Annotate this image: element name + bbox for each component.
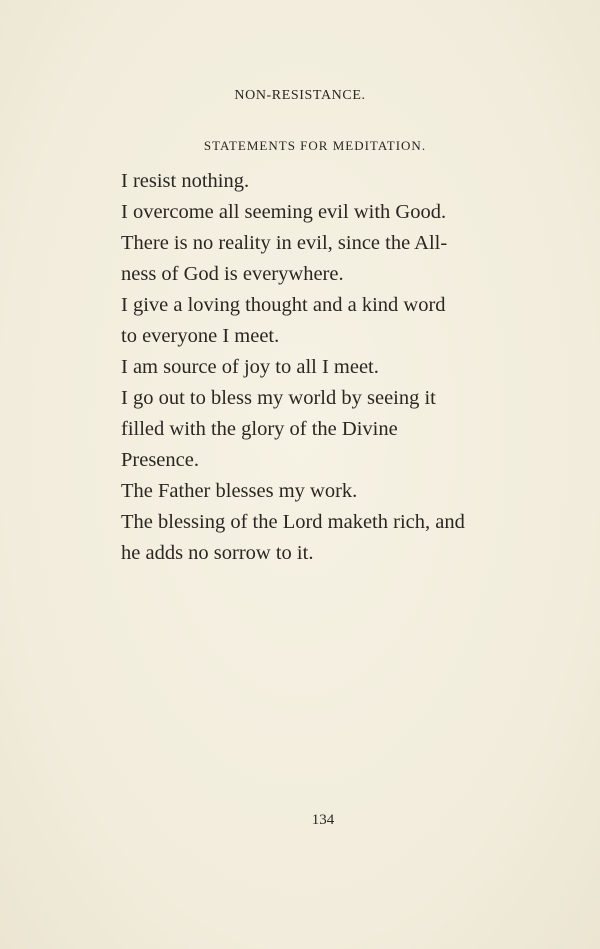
statement-line: Presence. (121, 449, 199, 471)
statement-line: to everyone I meet. (121, 325, 280, 347)
statement-line: filled with the glory of the Divine (121, 418, 398, 440)
page-number: 134 (311, 812, 335, 828)
statement-line: I give a loving thought and a kind word (121, 294, 446, 316)
statement (121, 507, 531, 569)
statement (121, 476, 531, 507)
statement (121, 352, 531, 383)
statement (121, 197, 531, 228)
statements-list (121, 166, 531, 569)
statement (121, 290, 531, 352)
statement-line: I am source of joy to all I meet. (121, 356, 379, 378)
statement (121, 228, 531, 290)
statement (121, 383, 531, 476)
statement-line: There is no reality in evil, since the All- (121, 232, 448, 254)
statement-line: I go out to bless my world by seeing it (121, 387, 436, 409)
section-title: STATEMENTS FOR MEDITATION. (203, 138, 427, 153)
statement-line: ness of God is everywhere. (121, 263, 344, 285)
statement-line: I overcome all seeming evil with Good. (121, 201, 447, 223)
statement-line: The Father blesses my work. (121, 480, 358, 502)
statement-line: The blessing of the Lord maketh rich, and (121, 511, 465, 533)
statement-line: I resist nothing. (121, 170, 250, 192)
statement-line: he adds no sorrow to it. (121, 542, 314, 564)
running-head: NON-RESISTANCE. (234, 88, 366, 103)
statement (121, 166, 531, 197)
